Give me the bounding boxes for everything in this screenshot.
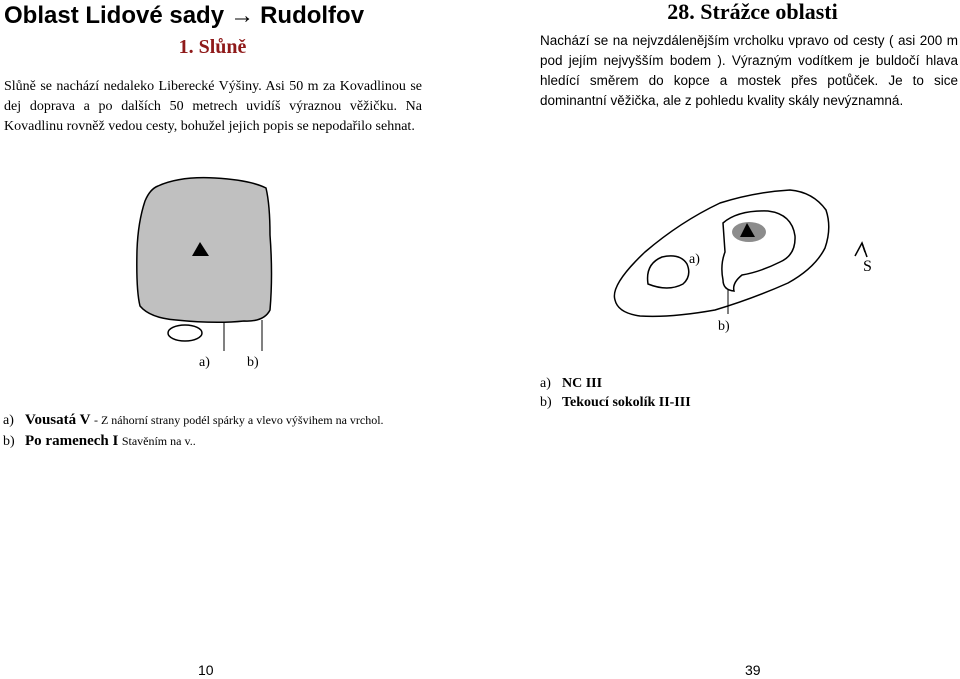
left-topo-diagram [0,0,480,400]
arrow-right-icon: → [230,2,255,29]
north-arrow-icon [855,243,867,257]
route-name: Tekoucí sokolík II-III [562,395,691,410]
right-page-number: 39 [745,662,761,678]
north-label: S [863,258,872,275]
route-mark: a) [540,376,551,391]
list-item [3,410,384,431]
heading-destination: Rudolfov [260,2,365,29]
route-description: - Z náhorní strany podél spárky a vlevo výšvihem na vrchol. [93,413,384,427]
left-page-subtitle: 1. Slůně [178,36,247,58]
list-item [3,431,384,452]
list-item [540,374,691,393]
heading-area-name: Oblast Lidové sady [4,2,225,29]
right-topo-diagram [480,0,960,400]
route-name: NC III [562,376,603,391]
route-name: Po ramenech I [25,433,119,449]
route-b-label: b) [718,319,730,334]
boulder-outline [168,325,202,341]
left-page-description: Slůně se nachází nedaleko Liberecké Výšiny. Asi 50 m za Kovadlinou se dej doprava a po dalších 50 metrech uvidíš výraznou věžičku. Na Kovadlinu rovněž vedou cesty, bohužel jejich popis se nepodařilo sehnat. [4,79,422,134]
route-b-label: b) [247,355,259,370]
route-mark: a) [3,413,14,428]
route-description: Stavěním na v.. [121,434,196,448]
right-page-title: 28. Strážce oblasti [667,0,838,24]
right-route-list [540,374,691,412]
route-a-label: a) [689,252,700,267]
route-mark: b) [3,434,15,449]
route-name: Vousatá V [25,412,91,428]
left-route-list [3,410,384,452]
right-page-description: Nachází se na nejvzdálenějším vrcholku vpravo od cesty ( asi 200 m pod jejím nejvyšším bodem ). Výrazným vodítkem je buldočí hlava hledící směrem do kopce a mostek přes potůček. Je to sice dominantní věžička, ale z pohledu kvality skály nevýznamná. [540,33,958,108]
route-mark: b) [540,395,552,410]
list-item [540,393,691,412]
left-page-number: 10 [198,662,214,678]
route-a-label: a) [199,355,210,370]
outer-rock-outline [614,190,828,316]
